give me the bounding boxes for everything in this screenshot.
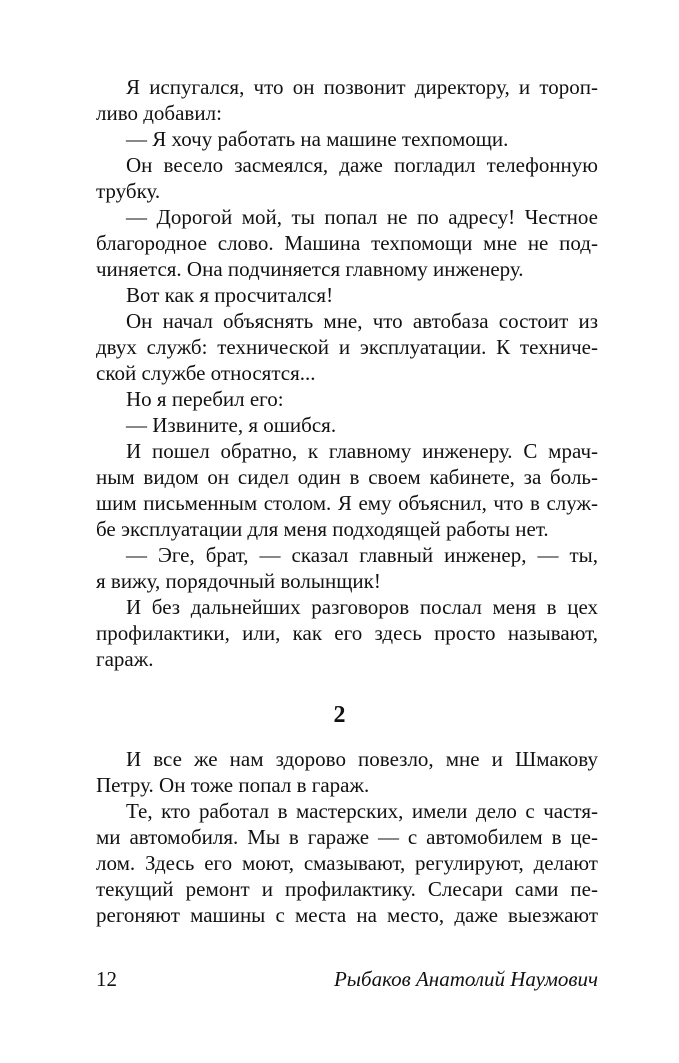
- text-line: ным видом он сидел один в своем кабинете, за боль-: [96, 465, 598, 489]
- text-line: Я испугался, что он позвонит директору, и тороп-: [126, 75, 598, 99]
- text-line: текущий ремонт и профилактику. Слесари сами пе-: [96, 877, 598, 901]
- text-line: чиняется. Она подчиняется главному инженеру.: [96, 257, 524, 281]
- text-line: трубку.: [96, 179, 161, 203]
- text-line: благородное слово. Машина техпомощи мне не под-: [96, 231, 598, 255]
- text-line: Он весело засмеялся, даже погладил телефонную: [126, 153, 598, 177]
- text-line: — Эге, брат, — сказал главный инженер, — ты,: [126, 543, 598, 567]
- text-line: профилактики, или, как его здесь просто называют,: [96, 621, 598, 645]
- running-author: Рыбаков Анатолий Наумович: [333, 967, 598, 991]
- text-line: ской службе относятся...: [96, 361, 316, 385]
- text-line: Те, кто работал в мастерских, имели дело с частя-: [126, 799, 598, 823]
- text-line: бе эксплуатации для меня подходящей работы нет.: [96, 517, 549, 541]
- text-line: Вот как я просчитался!: [126, 283, 334, 307]
- text-line: — Извините, я ошибся.: [126, 413, 337, 437]
- text-line: ми автомобиля. Мы в гараже — с автомобилем в це-: [96, 825, 598, 849]
- text-line: гараж.: [96, 647, 154, 671]
- text-line: — Дорогой мой, ты попал не по адресу! Честное: [126, 205, 598, 229]
- text-line: И все же нам здорово повезло, мне и Шмакову: [126, 747, 598, 771]
- text-line: я вижу, порядочный волынщик!: [96, 569, 381, 593]
- text-line: ливо добавил:: [96, 101, 222, 125]
- text-line: Петру. Он тоже попал в гараж.: [96, 773, 370, 797]
- text-line: двух служб: технической и эксплуатации. К техниче-: [96, 335, 598, 359]
- text-line: лом. Здесь его моют, смазывают, регулируют, делают: [96, 851, 598, 875]
- text-line: — Я хочу работать на машине техпомощи.: [126, 127, 509, 151]
- text-line: регоняют машины с места на место, даже выезжают: [96, 903, 598, 927]
- text-line: Но я перебил его:: [126, 387, 284, 411]
- text-line: Он начал объяснять мне, что автобаза состоит из: [126, 309, 598, 333]
- text-line: шим письменным столом. Я ему объяснил, что в служ-: [96, 491, 598, 515]
- text-line: И пошел обратно, к главному инженеру. С мрач-: [126, 439, 598, 463]
- chapter-number: 2: [333, 702, 346, 728]
- text-line: И без дальнейших разговоров послал меня в цех: [126, 595, 598, 619]
- page-number: 12: [96, 967, 117, 991]
